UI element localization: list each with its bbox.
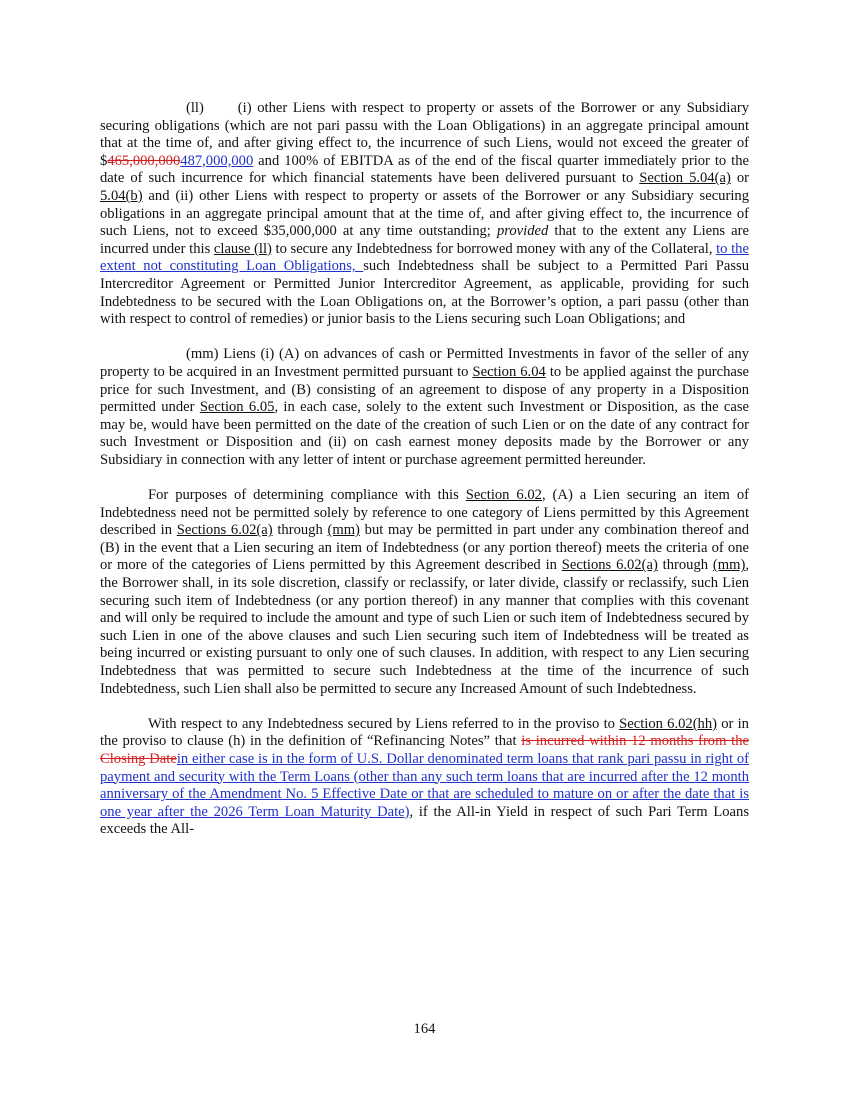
clause-reference: (mm) bbox=[327, 522, 360, 539]
page-number: 164 bbox=[413, 1021, 436, 1037]
clause-number: (ll) bbox=[186, 100, 204, 116]
inserted-amount: 487,000,000 bbox=[180, 152, 254, 169]
clause-reference: (mm) bbox=[712, 557, 746, 574]
section-reference: 5.04(b) bbox=[100, 187, 143, 204]
deleted-amount: 465,000,000 bbox=[107, 152, 181, 169]
paragraph-purposes: For purposes of determining compliance with this Section 6.02, (A) a Lien securing an item of Indebtedness need not be permitted solely by reference to one category of Liens permitted by this Agreement described in Sections 6.02(a) through (mm) but may be permitted in part under any combination thereof and (B) in the event that a Lien securing an item of Indebtedness (or any portion thereof) meets the criteria of one or more of the categories of Liens permitted by this Agreement described in Sections 6.02(a) through (mm), the Borrower shall, in its sole discretion, classify or reclassify, or later divide, classify or reclassify, such Lien securing such item of Indebtedness (or any portion thereof) in any manner that complies with this covenant and will only be required to include the amount and type of such Lien or such item of Indebtedness secured by such Lien in one of the above clauses and such Lien securing such item of Indebtedness will be treated as being incurred or existing pursuant to only one of such clauses. In addition, with respect to any Lien securing Indebtedness that was permitted to secure such Indebtedness at the time of the incurrence of such Indebtedness, such Lien shall also be permitted to secure any Increased Amount of such Indebtedness. bbox=[100, 487, 749, 697]
paragraph-with-respect: With respect to any Indebtedness secured by Liens referred to in the proviso to Section 6.02(hh) or in the proviso to clause (h) in the definition of “Refinancing Notes” that is incurred within 12 months from the Closing Datein either case is in the form of U.S. Dollar denominated term loans that rank pari passu in right of payment and security with the Term Loans (other than any such term loans that are incurred after the 12 month anniversary of the Amendment No. 5 Effective Date or that are scheduled to mature on or after the date that is one year after the 2026 Term Loan Maturity Date), if the All-in Yield in respect of such Pari Term Loans exceeds the All- bbox=[100, 715, 749, 838]
section-reference: Section 5.04(a) bbox=[639, 170, 731, 187]
document-page bbox=[100, 100, 749, 857]
section-reference: Sections 6.02(a) bbox=[176, 522, 273, 539]
inserted-text: in either case is in the form of U.S. Dollar denominated term loans that rank pari passu in right of payment and security with the Term Loans (other than any such term loans that are incurred after the 12 month anniversary of the Amendment No. 5 Effective Date or that are scheduled to mature on or after the date that is one year after the 2026 Term Loan Maturity Date) bbox=[100, 750, 749, 820]
section-reference: Section 6.02(hh) bbox=[619, 715, 718, 732]
section-reference: Sections 6.02(a) bbox=[561, 557, 658, 574]
clause-reference: clause (ll) bbox=[213, 240, 272, 257]
section-reference: Section 6.04 bbox=[472, 363, 546, 380]
paragraph-ll: (ll) (i) other Liens with respect to property or assets of the Borrower or any Subsidiary securing obligations (which are not pari passu with the Loan Obligations) in an aggregate principal amount that at the time of, and after giving effect to, the incurrence of such Liens, would not exceed the greater of $465,000,000487,000,000 and 100% of EBITDA as of the end of the fiscal quarter immediately prior to the date of such incurrence for which financial statements have been delivered pursuant to Section 5.04(a) or 5.04(b) and (ii) other Liens with respect to property or assets of the Borrower or any Subsidiary securing obligations in an aggregate principal amount that at the time of, and after giving effect to, the incurrence of such Liens, not to exceed $35,000,000 at any time outstanding; provided that to the extent any Liens are incurred under this clause (ll) to secure any Indebtedness for borrowed money with any of the Collateral, to the extent not constituting Loan Obligations, such Indebtedness shall be subject to a Permitted Pari Passu Intercreditor Agreement or Permitted Junior Intercreditor Agreement, as applicable, providing for such Indebtedness to be secured with the Loan Obligations on, at the Borrower’s option, a pari passu (other than with respect to control of remedies) or junior basis to the Liens securing such Loan Obligations; and bbox=[100, 100, 750, 328]
paragraph-mm: (mm) Liens (i) (A) on advances of cash or Permitted Investments in favor of the seller of any property to be acquired in an Investment permitted pursuant to Section 6.04 to be applied against the purchase price for such Investment, and (B) consisting of an agreement to dispose of any property in a Disposition permitted under Section 6.05, in each case, solely to the extent such Investment or Disposition, as the case may be, would have been permitted on the date of the creation of such Lien or on the date of any contract for such Investment or Disposition and (ii) on cash earnest money deposits made by the Borrower or any Subsidiary in connection with any letter of intent or purchase agreement permitted hereunder. bbox=[100, 346, 750, 468]
section-reference: Section 6.02 bbox=[465, 487, 542, 504]
section-reference: Section 6.05 bbox=[199, 399, 275, 416]
deleted-text: is incurred within 12 months from the Closing Date bbox=[100, 733, 749, 767]
provided-term: provided bbox=[496, 223, 549, 240]
inserted-text: to the extent not constituting Loan Obligations, bbox=[100, 240, 749, 275]
